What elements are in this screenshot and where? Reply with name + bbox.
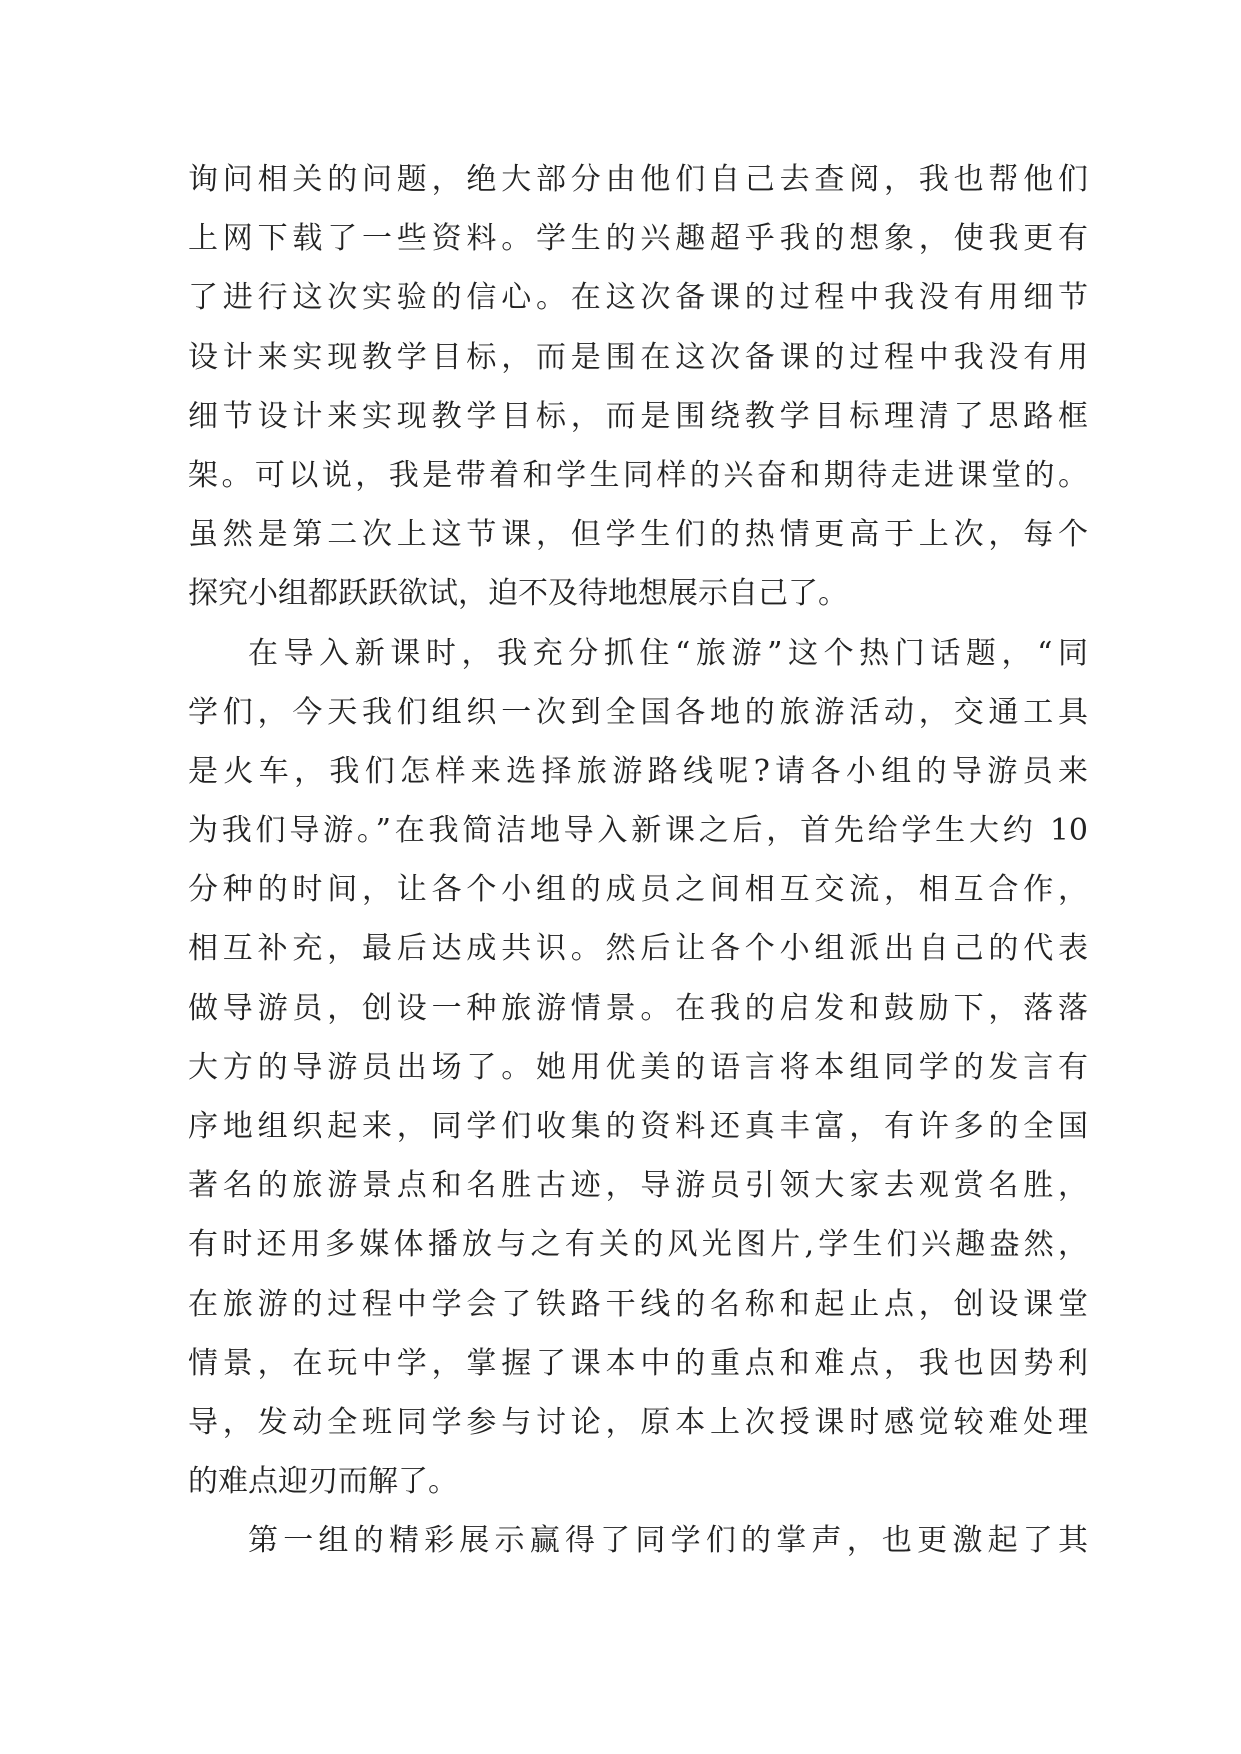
text-line: 的难点迎刃而解了。 [188, 1464, 458, 1500]
text-line: 导，发动全班同学参与讨论，原本上次授课时感觉较难处理 [188, 1404, 1088, 1440]
text-line: 大方的导游员出场了。她用优美的语言将本组同学的发言有 [188, 1049, 1088, 1085]
text-line: 序地组织起来，同学们收集的资料还真丰富，有许多的全国 [188, 1109, 1088, 1144]
text-line: 虽然是第二次上这节课，但学生们的热情更高于上次，每个 [188, 517, 1088, 553]
text-line: 细节设计来实现教学目标，而是围绕教学目标理清了思路框 [188, 398, 1088, 434]
body-text [188, 160, 1088, 1581]
text-line: 著名的旅游景点和名胜古迹，导游员引领大家去观赏名胜， [188, 1168, 1088, 1204]
text-line: 有时还用多媒体播放与之有关的风光图片,学生们兴趣盎然， [188, 1227, 1088, 1263]
text-line: 了进行这次实验的信心。在这次备课的过程中我没有用细节 [188, 280, 1088, 316]
text-line: 上网下载了一些资料。学生的兴趣超乎我的想象，使我更有 [188, 221, 1088, 257]
paragraph-first-line: 第一组的精彩展示赢得了同学们的掌声，也更激起了其 [248, 1523, 1088, 1559]
text-line: 探究小组都跃跃欲试，迫不及待地想展示自己了。 [188, 576, 848, 612]
text-line: 询问相关的问题，绝大部分由他们自己去查阅，我也帮他们 [188, 162, 1088, 197]
text-line: 分种的时间，让各个小组的成员之间相互交流，相互合作， [188, 872, 1088, 908]
paragraph-first-line: 在导入新课时，我充分抓住“旅游”这个热门话题，“同 [248, 635, 1088, 671]
text-line: 设计来实现教学目标，而是围在这次备课的过程中我没有用 [188, 339, 1088, 375]
text-line: 为我们导游。”在我简洁地导入新课之后，首先给学生大约 10 [188, 813, 1088, 849]
text-line: 相互补充，最后达成共识。然后让各个小组派出自己的代表 [188, 931, 1088, 967]
text-line: 是火车，我们怎样来选择旅游路线呢?请各小组的导游员来 [188, 753, 1088, 789]
text-line: 在旅游的过程中学会了铁路干线的名称和起止点，创设课堂 [188, 1286, 1088, 1322]
text-line: 架。可以说，我是带着和学生同样的兴奋和期待走进课堂的。 [188, 457, 1088, 493]
text-line: 情景，在玩中学，掌握了课本中的重点和难点，我也因势利 [188, 1345, 1088, 1381]
text-line: 学们，今天我们组织一次到全国各地的旅游活动，交通工具 [188, 694, 1088, 730]
text-line: 做导游员，创设一种旅游情景。在我的启发和鼓励下，落落 [188, 990, 1088, 1026]
